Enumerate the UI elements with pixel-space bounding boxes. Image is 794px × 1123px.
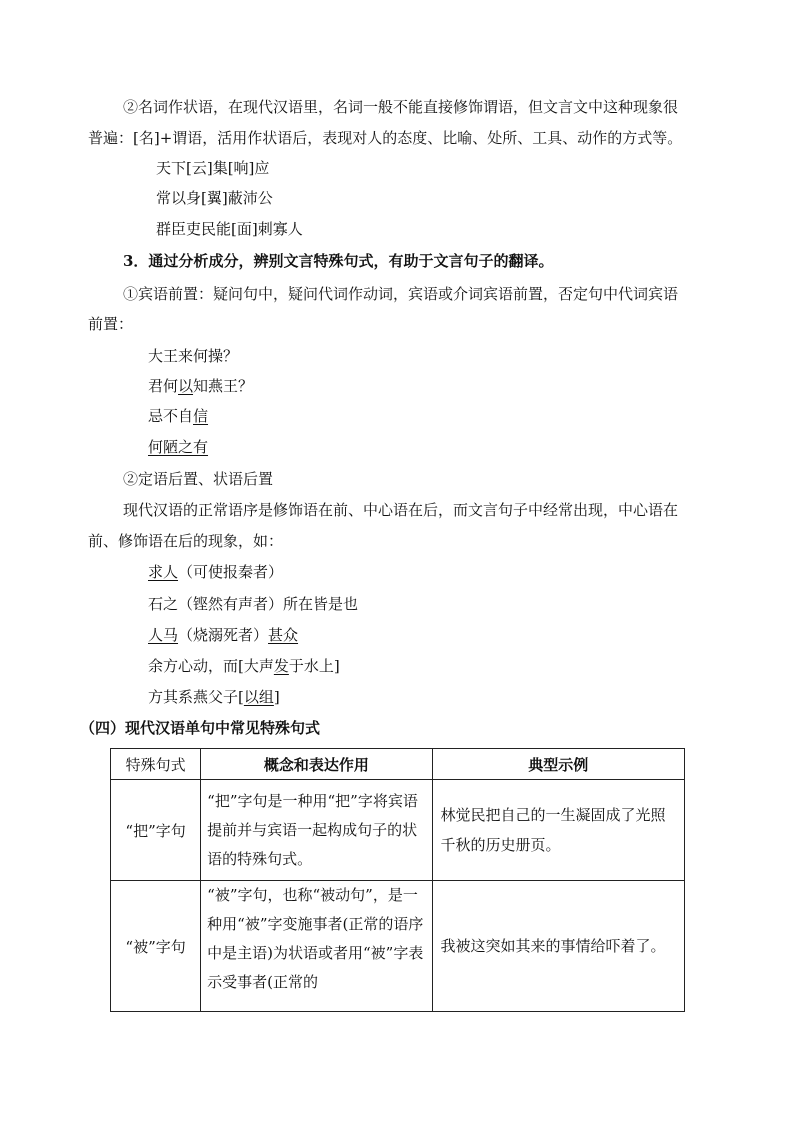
example-8 xyxy=(148,562,283,582)
para3-line2: 前、修饰语在后的现象，如： xyxy=(88,532,284,550)
underlined-text: 信 xyxy=(193,407,209,425)
cell-example: 我被这突如其来的事情给吓着了。 xyxy=(432,881,684,1012)
table-header-row xyxy=(111,749,685,780)
text: 君何 xyxy=(148,377,179,395)
underlined-text: 人马 xyxy=(148,626,179,644)
example-7: 何陋之有 xyxy=(148,438,209,456)
cell-concept xyxy=(201,881,432,1012)
underlined-text: 以 xyxy=(178,377,194,395)
section-4-heading: （四）现代汉语单句中常见特殊句式 xyxy=(80,719,321,737)
example-2: 常以身[翼]蔽沛公 xyxy=(156,189,273,207)
subheading-2: ②定语后置、状语后置 xyxy=(123,470,274,488)
para3-line1: 现代汉语的正常语序是修饰语在前、中心语在后，而文言句子中经常出现，中心语在 xyxy=(123,501,679,519)
text: （可使报秦者） xyxy=(178,563,284,581)
example-3: 群臣吏民能[面]刺寡人 xyxy=(156,220,303,238)
table-row xyxy=(111,881,685,1012)
example-6 xyxy=(148,406,208,426)
para2-line2: 前置： xyxy=(88,315,134,333)
header-example: 典型示例 xyxy=(432,749,684,780)
example-9: 石之（铿然有声者）所在皆是也 xyxy=(148,595,359,613)
text: （烧溺死者） xyxy=(178,626,269,644)
example-5 xyxy=(148,376,253,396)
underlined-text: 发 xyxy=(273,657,289,675)
text: 知燕王？ xyxy=(193,377,254,395)
example-10 xyxy=(148,625,298,645)
table-row xyxy=(111,780,685,881)
text: 余方心动，而[大声 xyxy=(148,657,274,675)
text: ] xyxy=(273,688,280,706)
cell-type: “把”字句 xyxy=(111,780,201,881)
text: 忌不自 xyxy=(148,407,194,425)
heading-3: 3．通过分析成分，辨别文言特殊句式，有助于文言句子的翻译。 xyxy=(123,252,554,270)
syntax-table xyxy=(110,748,685,1012)
concept-text: “被”字句，也称“被动句”，是一种用“被”字变施事者(正常的语序中是主语)为状语或者用“被”字表示受事者(正常的 xyxy=(207,886,424,991)
header-concept: 概念和表达作用 xyxy=(201,749,432,780)
example-12 xyxy=(148,687,280,707)
text: 方其系燕父子[ xyxy=(148,688,244,706)
cell-type: “被”字句 xyxy=(111,881,201,1012)
example-4: 大王来何操？ xyxy=(148,347,239,365)
text: 于水上] xyxy=(288,657,340,675)
para1-line1: ②名词作状语，在现代汉语里，名词一般不能直接修饰谓语，但文言文中这种现象很 xyxy=(123,98,679,116)
underlined-text: 求人 xyxy=(148,563,179,581)
underlined-text: 甚众 xyxy=(268,626,299,644)
para2-line1: ①宾语前置：疑问句中，疑问代词作动词，宾语或介词宾语前置，否定句中代词宾语 xyxy=(123,285,679,303)
example-1: 天下[云]集[响]应 xyxy=(156,159,270,177)
para1-line2: 普遍：[名]+谓语，活用作状语后，表现对人的态度、比喻、处所、工具、动作的方式等。 xyxy=(88,129,683,147)
cell-example: 林觉民把自己的一生凝固成了光照千秋的历史册页。 xyxy=(432,780,684,881)
underlined-text: 以组 xyxy=(243,688,274,706)
header-type: 特殊句式 xyxy=(111,749,201,780)
example-11 xyxy=(148,656,340,676)
cell-concept: “把”字句是一种用“把”字将宾语提前并与宾语一起构成句子的状语的特殊句式。 xyxy=(201,780,432,881)
